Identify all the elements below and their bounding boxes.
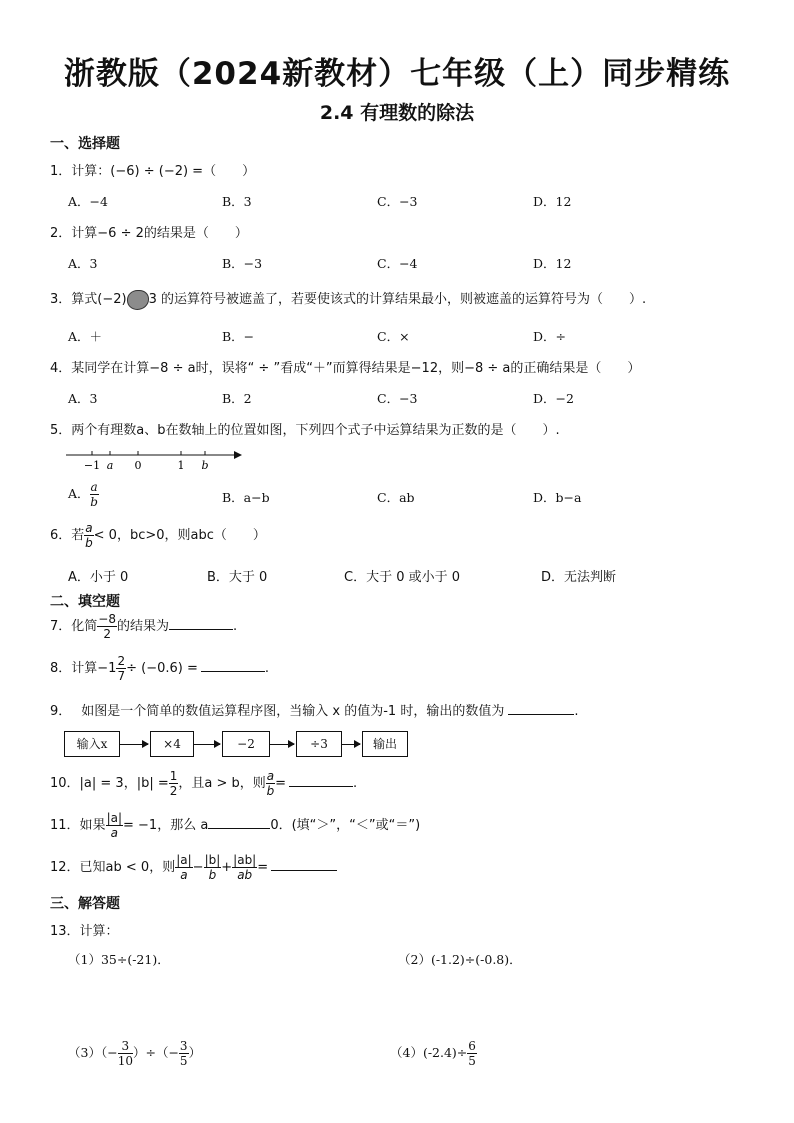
option-a: A．3	[68, 391, 98, 406]
question-number: 4．	[50, 361, 72, 376]
question-10: 10．|a| = 3，|b| = $\frac{1}{2}$ ，且a > b，则 $\frac{a}{b}$ = .	[50, 769, 358, 798]
question-9: 9． 如图是一个简单的数值运算程序图，当输入 x 的值为-1 时，输出的数值为 .	[50, 704, 579, 719]
subquestion-2: （2）(-1.2)÷(-0.8)．	[398, 952, 522, 967]
option-a: A．小于 0	[68, 570, 129, 585]
option-b: B．3	[222, 194, 252, 209]
number-line	[64, 444, 244, 474]
question-4	[50, 357, 640, 376]
option-a: A． $\frac{a}{b}$	[68, 480, 98, 509]
option-d: D．÷	[533, 329, 566, 344]
option-a: A．3	[68, 256, 98, 271]
question-13	[50, 920, 119, 939]
question-number: 11．	[50, 818, 80, 833]
answer-blank[interactable]	[289, 774, 353, 787]
page-subtitle: 2.4 有理数的除法	[319, 102, 475, 124]
option-c: C．大于 0 或小于 0	[344, 570, 461, 585]
arrow-right-icon	[342, 744, 360, 745]
option-b: B．a−b	[222, 490, 270, 505]
option-c: C．−4	[377, 256, 418, 271]
question-text: 计算：	[79, 924, 119, 939]
page-title: 浙教版（2024新教材）七年级（上）同步精练	[63, 56, 731, 92]
option-d: D．12	[533, 194, 572, 209]
subquestion-4: （4）(-2.4)÷ $\frac{6}{5}$	[390, 1039, 476, 1068]
option-d: D．12	[533, 256, 572, 271]
answer-blank[interactable]	[169, 617, 233, 630]
section-heading-fill: 二、填空题	[50, 594, 120, 610]
option-c: C．−3	[377, 194, 418, 209]
subquestion-3: （3）（− $\frac{3}{10}$ ）÷（− $\frac{3}{5}$ ）	[68, 1039, 202, 1068]
arrow-right-icon	[120, 744, 148, 745]
flow-box-input: 输入x	[64, 731, 120, 757]
question-12: 12．已知ab < 0，则 $\frac{|a|}{a}$ − $\frac{|b|}{b}$ + $\frac{|ab|}{ab}$ =	[50, 854, 337, 881]
axis-label: 1	[177, 459, 185, 472]
answer-blank[interactable]	[271, 858, 337, 871]
option-b: B．大于 0	[207, 570, 268, 585]
section-heading-choice: 一、选择题	[50, 136, 120, 152]
question-text: 某同学在计算−8 ÷ a时，误将“ ÷ ”看成“＋”而算得结果是−12，则−8 ÷ a的正确结果是（ ）	[71, 361, 641, 376]
option-d: D．−2	[533, 391, 574, 406]
question-number: 1．	[50, 164, 72, 179]
answer-blank[interactable]	[208, 816, 270, 829]
question-number: 7．	[50, 619, 72, 634]
option-d: D．无法判断	[541, 570, 617, 585]
question-number: 12．	[50, 860, 80, 875]
question-8: 8．计算−1 $\frac{2}{7}$ ÷ (−0.6) = .	[50, 654, 269, 683]
option-a: A．＋	[68, 329, 103, 344]
arrow-right-icon	[270, 744, 294, 745]
flow-box-output: 输出	[362, 731, 408, 757]
question-number: 10．	[50, 776, 80, 791]
question-text: 计算：(−6) ÷ (−2) =（ ）	[71, 164, 256, 179]
question-number: 6．	[50, 528, 72, 543]
axis-label: −1	[83, 459, 101, 472]
axis-label: a	[106, 459, 114, 472]
section-heading-answer: 三、解答题	[50, 896, 120, 912]
question-number: 3．	[50, 292, 72, 307]
question-number: 9．	[50, 704, 72, 719]
answer-blank[interactable]	[201, 659, 265, 672]
option-a: A．−4	[68, 194, 108, 209]
question-11: 11．如果 $\frac{|a|}{a}$ = −1，那么 a 0．(填“＞”，“＜”或“＝”)	[50, 811, 421, 840]
option-c: C．−3	[377, 391, 418, 406]
option-c: C．×	[377, 329, 410, 344]
option-b: B．2	[222, 391, 252, 406]
option-b: B．−3	[222, 256, 263, 271]
question-1	[50, 160, 255, 179]
question-7: 7．化简 $\frac{-8}{2}$ 的结果为 .	[50, 612, 238, 641]
question-number: 13．	[50, 924, 80, 939]
answer-blank[interactable]	[508, 702, 574, 715]
arrow-right-icon	[234, 451, 242, 459]
ink-blot-icon	[127, 290, 149, 310]
question-6: 6．若 $\frac{a}{b}$ < 0，bc>0，则abc（ ）	[50, 521, 266, 550]
question-number: 2．	[50, 226, 72, 241]
option-c: C．ab	[377, 490, 415, 505]
arrow-right-icon	[194, 744, 220, 745]
question-2	[50, 222, 248, 241]
question-3: 3．算式(−2) 3 的运算符号被遮盖了，若要使该式的计算结果最小，则被遮盖的运算符号为（ ）.	[50, 288, 646, 310]
subquestion-1: （1）35÷(-21)．	[68, 952, 170, 967]
axis-label: 0	[134, 459, 142, 472]
question-text: 两个有理数a、b在数轴上的位置如图，下列四个式子中运算结果为正数的是（ ）.	[71, 423, 560, 438]
axis-label: b	[201, 459, 209, 472]
flow-box-subtract: −2	[222, 731, 270, 757]
flow-box-multiply: ×4	[150, 731, 194, 757]
question-number: 5．	[50, 423, 72, 438]
flow-box-divide: ÷3	[296, 731, 342, 757]
question-number: 8．	[50, 661, 72, 676]
option-b: B．−	[222, 329, 255, 344]
question-text: 如图是一个简单的数值运算程序图，当输入 x 的值为-1 时，输出的数值为	[81, 704, 505, 719]
question-5	[50, 419, 560, 438]
question-text: 计算−6 ÷ 2的结果是（ ）	[71, 226, 248, 241]
option-d: D．b−a	[533, 490, 582, 505]
